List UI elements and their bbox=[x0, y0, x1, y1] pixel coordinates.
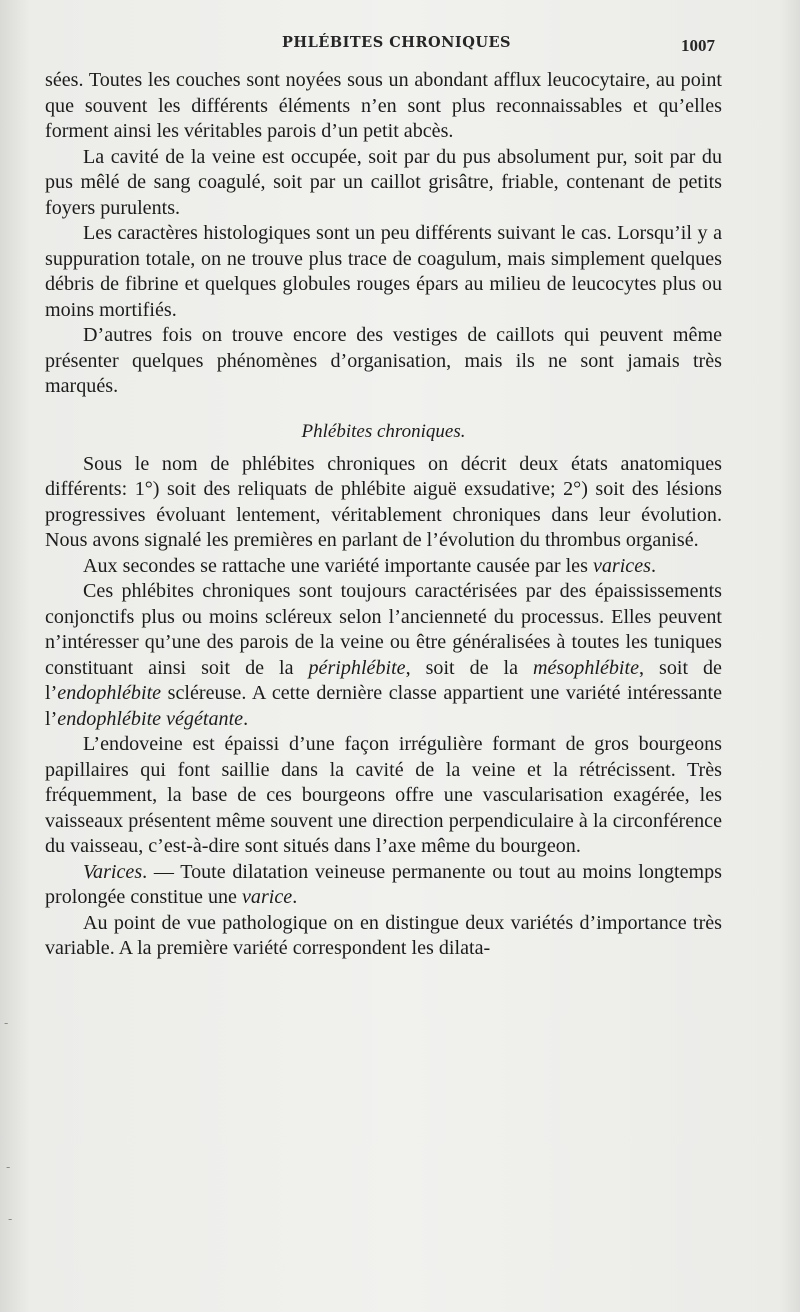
italic-term: varice bbox=[241, 886, 293, 908]
italic-term: endophlébite bbox=[57, 682, 162, 704]
italic-term: périphlébite bbox=[308, 656, 406, 679]
paragraph-vein-cavity: La cavité de la veine est occupée, soit par du pus absolument pur, soit par du pus mêlé de sang coagulé, soit par un caillot grisâtre, friable, contenant de petits foyers purulents. bbox=[45, 145, 722, 219]
section-heading: Phlébites chroniques. bbox=[301, 420, 466, 442]
paragraph-sclerosis bbox=[45, 579, 722, 732]
margin-dash-mark: - bbox=[8, 1212, 13, 1226]
text-run: . — Toute dilatation veineuse permanente ou tout au moins longtemps prolongée constitue une bbox=[45, 860, 722, 908]
text-run: . bbox=[243, 707, 249, 730]
text-run: , soit de l’ bbox=[45, 656, 722, 704]
italic-term: varices bbox=[592, 554, 651, 577]
text-run: Aux secondes se rattache une variété importante causée par les bbox=[83, 554, 593, 577]
italic-term: Varices bbox=[83, 860, 143, 883]
margin-dash-mark: - bbox=[6, 1160, 11, 1174]
page-number: 1007 bbox=[681, 36, 715, 55]
body-text bbox=[45, 68, 722, 962]
paragraph-histology: Les caractères histologiques sont un peu différents suivant le cas. Lorsqu’il y a suppuration totale, on ne trouve plus trace de coagulum, mais simplement quelques débris de fibrine et quelques globules rouges épars au milieu de leucocytes plus ou moins mortifiés. bbox=[45, 222, 722, 321]
running-head: PHLÉBITES CHRONIQUES bbox=[282, 34, 512, 51]
text-run: Ces phlébites chroniques sont toujours caractérisées par des épaississements conjonctifs plus ou moins scléreux selon l’ancienneté du processus. Elles peuvent n’intéresser qu’une des parois de la veine ou être généralisées à toutes les tuniques constituant ainsi soit de la bbox=[45, 580, 722, 679]
text-run: . bbox=[292, 886, 298, 908]
margin-dash-mark: - bbox=[4, 1016, 9, 1030]
paragraph-clot-vestiges: D’autres fois on trouve encore des vestiges de caillots qui peuvent même présenter quelques phénomènes d’organisation, mais ils ne sont jamais très marqués. bbox=[45, 324, 722, 397]
text-run: . bbox=[650, 554, 656, 577]
italic-term: mésophlébite bbox=[532, 656, 640, 679]
paragraph-varices-definition bbox=[45, 860, 722, 911]
italic-term: endophlébite végétante bbox=[57, 707, 244, 730]
paragraph-varieties: Au point de vue pathologique on en distingue deux variétés d’importance très variable. A la première variété correspondent les dilata- bbox=[45, 911, 722, 959]
page-header bbox=[0, 34, 800, 58]
text-run: , soit de la bbox=[405, 656, 533, 679]
paragraph-varices-intro bbox=[45, 554, 722, 580]
paragraph-endovein: L’endoveine est épaissi d’une façon irrégulière formant de gros bourgeons papillaires qui font saillie dans la cavité de la veine et la rétrécissent. Très fréquemment, la base de ces bourgeons offre une vascularisation exagérée, les vaisseaux présentent même souvent une direction perpendiculaire à la circonférence du vaisseau, c’est-à-dire sont situés dans l’axe même du bourgeon. bbox=[45, 733, 722, 857]
text-run: scléreuse. A cette dernière classe appartient une variété intéressante l’ bbox=[45, 682, 722, 730]
paragraph-continuation: sées. Toutes les couches sont noyées sous un abondant afflux leucocytaire, au point que souvent les différents éléments n’en sont plus reconnaissables et qu’elles forment ainsi les véritables parois d’un petit abcès. bbox=[45, 69, 722, 142]
paragraph-chronic-definition: Sous le nom de phlébites chroniques on décrit deux états anatomiques différents: 1°) soit des reliquats de phlébite aiguë exsudative; 2°) soit des lésions progressives évoluant lentement, véritablement chroniques dans leur évolution. Nous avons signalé les premières en parlant de l’évolution du thrombus organisé. bbox=[45, 452, 722, 551]
